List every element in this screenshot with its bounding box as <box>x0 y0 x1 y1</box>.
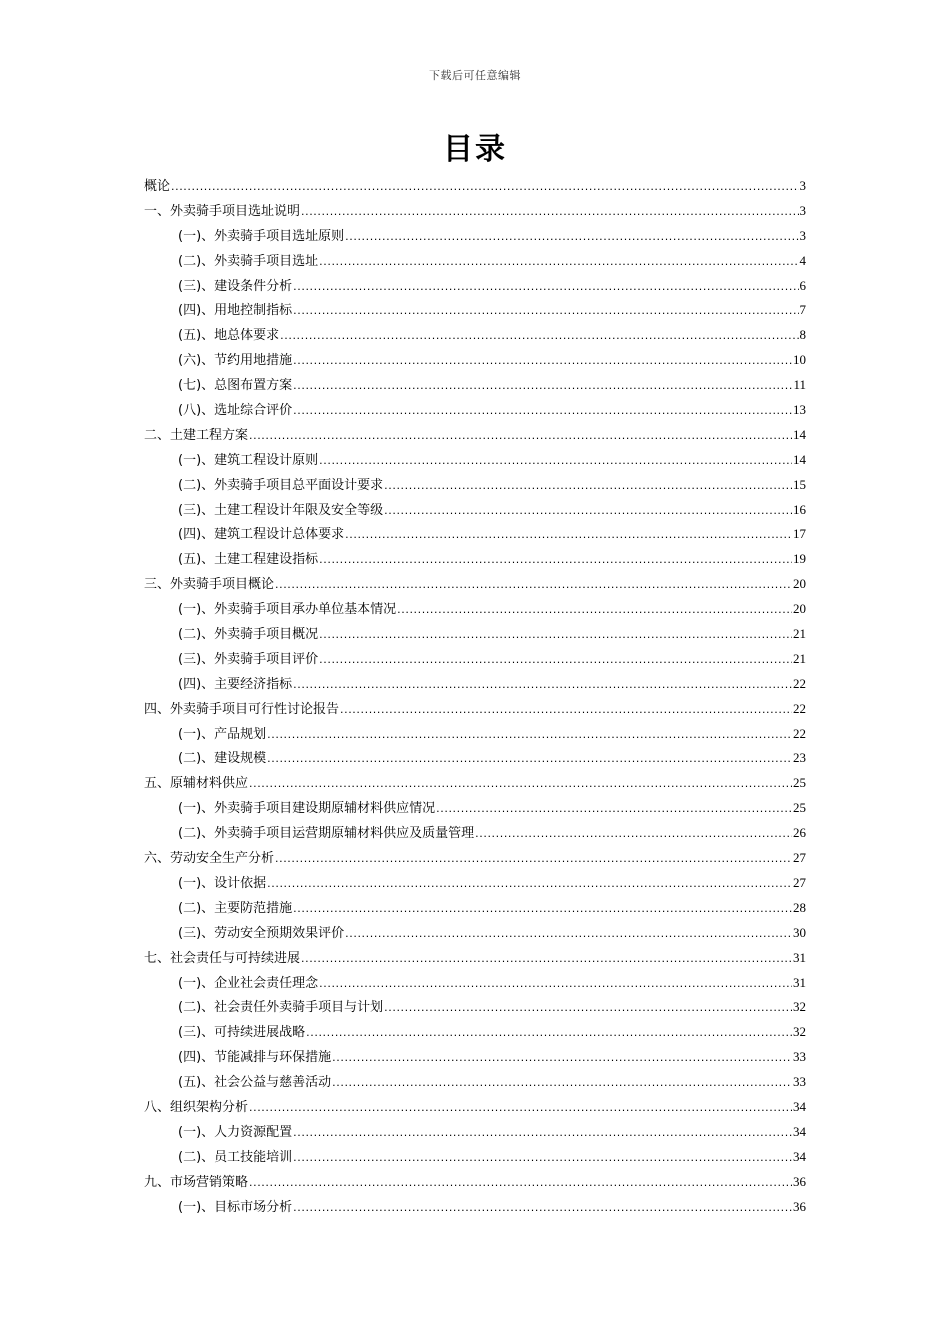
toc-entry-title: (四)、用地控制指标 <box>178 303 293 319</box>
toc-entry-page-number: 6 <box>799 277 806 293</box>
toc-entry-page-number: 30 <box>793 924 806 940</box>
toc-dot-leader <box>249 424 792 449</box>
toc-dot-leader <box>280 324 798 349</box>
toc-entry[interactable] <box>144 323 806 348</box>
toc-entry[interactable] <box>144 647 806 672</box>
toc-entry-page-number: 32 <box>793 999 806 1015</box>
toc-dot-leader <box>436 797 792 822</box>
toc-entry-page-number: 33 <box>793 1074 806 1090</box>
toc-dot-leader <box>293 1196 792 1221</box>
toc-entry-page-number: 31 <box>793 974 806 990</box>
toc-entry[interactable] <box>144 995 806 1020</box>
toc-dot-leader <box>384 474 792 499</box>
toc-dot-leader <box>345 523 792 548</box>
toc-entry-title: 六、劳动安全生产分析 <box>144 851 275 867</box>
toc-entry-page-number: 23 <box>793 750 806 766</box>
toc-dot-leader <box>332 1071 792 1096</box>
toc-entry[interactable] <box>144 473 806 498</box>
toc-dot-leader <box>293 374 792 399</box>
toc-entry-page-number: 27 <box>793 874 806 890</box>
toc-entry-title: (八)、选址综合评价 <box>178 403 293 419</box>
toc-entry[interactable] <box>144 697 806 722</box>
toc-dot-leader <box>293 399 792 424</box>
toc-entry-title: (二)、外卖骑手项目运营期原辅材料供应及质量管理 <box>178 826 475 842</box>
toc-entry[interactable] <box>144 348 806 373</box>
toc-entry-title: (一)、设计依据 <box>178 875 267 891</box>
toc-entry[interactable] <box>144 572 806 597</box>
toc-entry-title: (五)、地总体要求 <box>178 328 280 344</box>
toc-entry-title: (二)、社会责任外卖骑手项目与计划 <box>178 1000 384 1016</box>
toc-dot-leader <box>267 747 792 772</box>
toc-entry[interactable] <box>144 946 806 971</box>
toc-entry-title: (一)、外卖骑手项目建设期原辅材料供应情况 <box>178 801 436 817</box>
toc-entry[interactable] <box>144 547 806 572</box>
toc-entry-page-number: 4 <box>799 252 806 268</box>
toc-entry-title: (二)、建设规模 <box>178 751 267 767</box>
toc-entry-title: (二)、主要防范措施 <box>178 900 293 916</box>
toc-entry-page-number: 7 <box>799 302 806 318</box>
toc-entry-page-number: 17 <box>793 526 806 542</box>
toc-entry-page-number: 14 <box>793 451 806 467</box>
toc-dot-leader <box>301 200 798 225</box>
toc-entry-page-number: 8 <box>799 327 806 343</box>
toc-entry-title: (一)、外卖骑手项目选址原则 <box>178 228 345 244</box>
toc-entry-page-number: 20 <box>793 576 806 592</box>
toc-dot-leader <box>293 275 798 300</box>
toc-entry[interactable] <box>144 298 806 323</box>
toc-dot-leader <box>275 847 792 872</box>
toc-entry-title: (三)、土建工程设计年限及安全等级 <box>178 502 384 518</box>
toc-entry-title: (三)、外卖骑手项目评价 <box>178 651 319 667</box>
toc-dot-leader <box>340 698 792 723</box>
toc-entry-title: (四)、建筑工程设计总体要求 <box>178 527 345 543</box>
toc-dot-leader <box>319 250 798 275</box>
toc-entry-page-number: 32 <box>793 1024 806 1040</box>
toc-entry[interactable] <box>144 1070 806 1095</box>
toc-entry-page-number: 14 <box>793 426 806 442</box>
toc-entry-title: (三)、劳动安全预期效果评价 <box>178 925 345 941</box>
toc-entry-page-number: 20 <box>793 601 806 617</box>
toc-dot-leader <box>384 996 792 1021</box>
toc-entry-title: (一)、外卖骑手项目承办单位基本情况 <box>178 602 397 618</box>
toc-entry-title: (四)、节能减排与环保措施 <box>178 1050 332 1066</box>
toc-entry-title: (三)、可持续进展战略 <box>178 1025 306 1041</box>
toc-dot-leader <box>397 598 792 623</box>
toc-entry[interactable] <box>144 448 806 473</box>
toc-dot-leader <box>293 349 792 374</box>
toc-entry[interactable] <box>144 622 806 647</box>
toc-entry-title: 九、市场营销策略 <box>144 1174 249 1190</box>
toc-entry-title: (三)、建设条件分析 <box>178 278 293 294</box>
toc-entry-page-number: 11 <box>793 377 806 393</box>
toc-entry-title: (一)、目标市场分析 <box>178 1199 293 1215</box>
toc-entry[interactable] <box>144 1195 806 1220</box>
toc-dot-leader <box>345 225 798 250</box>
toc-entry-title: (五)、社会公益与慈善活动 <box>178 1075 332 1091</box>
toc-entry-page-number: 31 <box>793 949 806 965</box>
toc-entry-title: (一)、产品规划 <box>178 726 267 742</box>
toc-dot-leader <box>293 673 792 698</box>
toc-dot-leader <box>319 548 792 573</box>
toc-entry-page-number: 34 <box>793 1123 806 1139</box>
toc-entry-title: 四、外卖骑手项目可行性讨论报告 <box>144 701 340 717</box>
toc-entry[interactable] <box>144 498 806 523</box>
toc-entry[interactable] <box>144 274 806 299</box>
toc-dot-leader <box>293 299 798 324</box>
toc-entry[interactable] <box>144 722 806 747</box>
toc-entry-page-number: 25 <box>793 800 806 816</box>
toc-entry[interactable] <box>144 398 806 423</box>
toc-entry-title: (四)、主要经济指标 <box>178 676 293 692</box>
toc-dot-leader <box>293 1121 792 1146</box>
toc-entry-page-number: 16 <box>793 501 806 517</box>
toc-entry-page-number: 21 <box>793 626 806 642</box>
toc-entry[interactable] <box>144 373 806 398</box>
toc-entry[interactable] <box>144 1120 806 1145</box>
toc-entry-title: (一)、企业社会责任理念 <box>178 975 319 991</box>
toc-entry[interactable] <box>144 746 806 771</box>
toc-entry-title: (五)、土建工程建设指标 <box>178 552 319 568</box>
toc-dot-leader <box>301 947 792 972</box>
header-note: 下载后可任意编辑 <box>429 69 521 82</box>
toc-dot-leader <box>319 449 792 474</box>
toc-entry-title: (二)、员工技能培训 <box>178 1149 293 1165</box>
toc-entry-page-number: 21 <box>793 650 806 666</box>
toc-entry-page-number: 34 <box>793 1098 806 1114</box>
toc-dot-leader <box>319 648 792 673</box>
toc-entry[interactable] <box>144 522 806 547</box>
toc-dot-leader <box>249 1171 792 1196</box>
toc-entry-page-number: 22 <box>793 675 806 691</box>
toc-entry-page-number: 28 <box>793 899 806 915</box>
toc-entry-page-number: 19 <box>793 551 806 567</box>
toc-entry[interactable] <box>144 597 806 622</box>
toc-entry-page-number: 3 <box>799 202 806 218</box>
toc-entry-page-number: 15 <box>793 476 806 492</box>
toc-entry-title: 七、社会责任与可持续进展 <box>144 950 301 966</box>
toc-entry-page-number: 33 <box>793 1049 806 1065</box>
toc-entry[interactable] <box>144 1020 806 1045</box>
toc-entry-page-number: 36 <box>793 1173 806 1189</box>
toc-dot-leader <box>171 175 798 200</box>
toc-entry[interactable] <box>144 1045 806 1070</box>
toc-dot-leader <box>267 872 792 897</box>
toc-entry[interactable] <box>144 423 806 448</box>
toc-entry-title: 二、土建工程方案 <box>144 427 249 443</box>
toc-dot-leader <box>293 1146 792 1171</box>
toc-entry-title: (一)、人力资源配置 <box>178 1124 293 1140</box>
toc-entry-page-number: 34 <box>793 1148 806 1164</box>
toc-entry-page-number: 3 <box>799 178 806 193</box>
toc-entry[interactable] <box>144 199 806 224</box>
toc-dot-leader <box>275 573 792 598</box>
toc-entry-title: 一、外卖骑手项目选址说明 <box>144 203 301 219</box>
toc-entry-title: (二)、外卖骑手项目概况 <box>178 627 319 643</box>
toc-entry[interactable] <box>144 871 806 896</box>
toc-dot-leader <box>475 822 792 847</box>
toc-entry-page-number: 10 <box>793 352 806 368</box>
toc-dot-leader <box>332 1046 792 1071</box>
toc-entry-page-number: 22 <box>793 700 806 716</box>
toc-entry[interactable] <box>144 174 806 199</box>
toc-dot-leader <box>293 897 792 922</box>
toc-entry-page-number: 26 <box>793 825 806 841</box>
toc-entry[interactable] <box>144 1095 806 1120</box>
toc-entry-title: (二)、外卖骑手项目选址 <box>178 253 319 269</box>
toc-entry-title: 三、外卖骑手项目概论 <box>144 577 275 593</box>
toc-entry-page-number: 3 <box>799 227 806 243</box>
toc-entry[interactable] <box>144 971 806 996</box>
toc-entry-page-number: 13 <box>793 402 806 418</box>
toc-entry-page-number: 36 <box>793 1198 806 1214</box>
toc-entry[interactable] <box>144 249 806 274</box>
toc-dot-leader <box>384 499 792 524</box>
toc-dot-leader <box>306 1021 792 1046</box>
toc-entry[interactable] <box>144 224 806 249</box>
toc-entry-page-number: 25 <box>793 775 806 791</box>
toc-dot-leader <box>267 723 792 748</box>
toc-entry[interactable] <box>144 846 806 871</box>
toc-entry-page-number: 27 <box>793 850 806 866</box>
toc-entry-title: 五、原辅材料供应 <box>144 776 249 792</box>
toc-entry[interactable] <box>144 796 806 821</box>
toc-dot-leader <box>249 1096 792 1121</box>
toc-entry-title: (七)、总图布置方案 <box>178 378 293 394</box>
toc-entry[interactable] <box>144 1145 806 1170</box>
page-title: 目录 <box>443 132 507 167</box>
toc-entry[interactable] <box>144 771 806 796</box>
toc-dot-leader <box>319 972 792 997</box>
toc-entry-title: (二)、外卖骑手项目总平面设计要求 <box>178 477 384 493</box>
toc-entry[interactable] <box>144 896 806 921</box>
toc-entry-title: (六)、节约用地措施 <box>178 353 293 369</box>
toc-dot-leader <box>249 772 792 797</box>
toc-entry[interactable] <box>144 672 806 697</box>
toc-entry[interactable] <box>144 821 806 846</box>
toc-entry-page-number: 22 <box>793 725 806 741</box>
toc-entry-title: 八、组织架构分析 <box>144 1099 249 1115</box>
toc-dot-leader <box>319 623 792 648</box>
toc-entry[interactable] <box>144 1170 806 1195</box>
toc-dot-leader <box>345 922 792 947</box>
table-of-contents <box>144 174 806 1219</box>
toc-entry-title: 概论 <box>144 179 171 194</box>
toc-entry[interactable] <box>144 921 806 946</box>
toc-entry-title: (一)、建筑工程设计原则 <box>178 452 319 468</box>
